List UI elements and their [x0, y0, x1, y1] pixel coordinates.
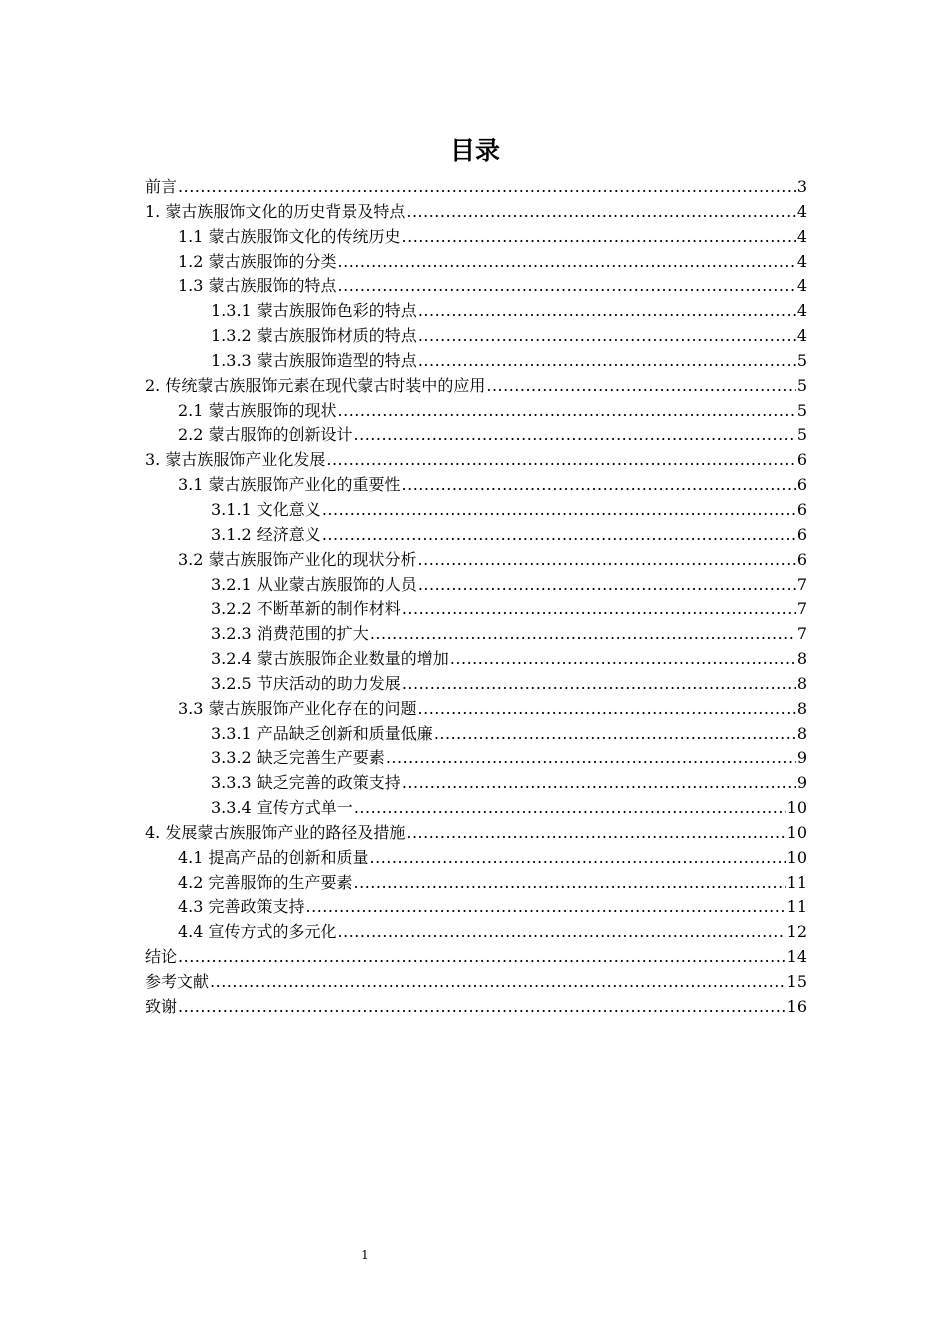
toc-entry-page: 8 [796, 673, 807, 693]
toc-dot-leader [354, 873, 786, 892]
toc-entry[interactable] [145, 472, 807, 497]
toc-dot-leader [354, 798, 786, 817]
toc-entry-page: 14 [786, 947, 807, 967]
toc-dot-leader [306, 897, 786, 916]
toc-entry-page: 5 [796, 400, 807, 420]
toc-entry[interactable] [145, 721, 807, 746]
toc-entry[interactable] [145, 323, 807, 348]
toc-dot-leader [418, 575, 796, 594]
toc-entry[interactable] [145, 596, 807, 621]
toc-entry[interactable] [145, 770, 807, 795]
toc-entry-label: 4.2 完善服饰的生产要素 [178, 872, 353, 892]
toc-dot-leader [406, 823, 785, 842]
toc-entry-page: 6 [796, 475, 807, 495]
toc-entry-page: 4 [796, 251, 807, 271]
toc-entry-page: 10 [786, 798, 807, 818]
toc-entry-page: 9 [796, 773, 807, 793]
toc-entry[interactable] [145, 646, 807, 671]
toc-entry-page: 8 [796, 723, 807, 743]
toc-entry-label: 2. 传统蒙古族服饰元素在现代蒙古时装中的应用 [145, 375, 486, 395]
toc-entry-label: 参考文献 [145, 972, 210, 991]
toc-entry-label: 4. 发展蒙古族服饰产业的路径及措施 [145, 822, 406, 842]
toc-entry[interactable] [145, 944, 807, 969]
toc-dot-leader [402, 674, 796, 693]
toc-entry-label: 1.3.3 蒙古族服饰造型的特点 [211, 350, 417, 370]
toc-entry[interactable] [145, 572, 807, 597]
toc-entry[interactable] [145, 249, 807, 274]
toc-dot-leader [418, 351, 796, 370]
toc-entry-page: 11 [786, 872, 807, 892]
toc-entry-page: 3 [796, 177, 807, 196]
toc-entry-label: 3.3 蒙古族服饰产业化存在的问题 [178, 698, 417, 718]
toc-entry-label: 3. 蒙古族服饰产业化发展 [145, 450, 326, 470]
toc-entry-label: 3.2 蒙古族服饰产业化的现状分析 [178, 549, 417, 569]
toc-entry[interactable] [145, 969, 807, 994]
toc-entry-page: 15 [786, 972, 807, 991]
toc-entry-page: 4 [796, 201, 807, 221]
toc-entry-label: 1.3.1 蒙古族服饰色彩的特点 [211, 301, 417, 321]
toc-entry-page: 4 [796, 301, 807, 321]
toc-dot-leader [406, 202, 795, 221]
toc-dot-leader [178, 177, 796, 196]
toc-entry-page: 10 [786, 822, 807, 842]
toc-entry-label: 3.3.2 缺乏完善生产要素 [211, 748, 385, 768]
toc-entry-page: 5 [796, 425, 807, 445]
toc-entry[interactable] [145, 298, 807, 323]
toc-entry-page: 4 [796, 226, 807, 246]
toc-dot-leader [354, 425, 796, 444]
toc-entry[interactable] [145, 224, 807, 249]
toc-entry-page: 8 [796, 649, 807, 669]
toc-entry[interactable] [145, 447, 807, 472]
toc-entry-page: 5 [796, 375, 807, 395]
toc-entry-label: 1.1 蒙古族服饰文化的传统历史 [178, 226, 401, 246]
toc-entry-label: 1.2 蒙古族服饰的分类 [178, 251, 337, 271]
toc-entry-label: 2.2 蒙古服饰的创新设计 [178, 425, 353, 445]
toc-entry[interactable] [145, 273, 807, 298]
toc-dot-leader [338, 276, 796, 295]
toc-entry-page: 4 [796, 276, 807, 296]
toc-dot-leader [322, 500, 796, 519]
toc-entry-label: 前言 [145, 177, 178, 196]
toc-dot-leader [338, 401, 796, 420]
toc-dot-leader [178, 947, 786, 966]
toc-entry-label: 3.2.1 从业蒙古族服饰的人员 [211, 574, 417, 594]
toc-entry-page: 6 [796, 499, 807, 519]
toc-entry[interactable] [145, 373, 807, 398]
toc-entry-label: 结论 [145, 947, 178, 967]
toc-dot-leader [386, 748, 796, 767]
toc-entry[interactable] [145, 870, 807, 895]
toc-entry-label: 3.3.1 产品缺乏创新和质量低廉 [211, 723, 433, 743]
toc-entry-label: 3.3.3 缺乏完善的政策支持 [211, 773, 401, 793]
toc-entry[interactable] [145, 795, 807, 820]
toc-dot-leader [338, 922, 786, 941]
toc-dot-leader [370, 848, 786, 867]
table-of-contents [145, 174, 807, 1019]
toc-entry-label: 1. 蒙古族服饰文化的历史背景及特点 [145, 201, 406, 221]
toc-dot-leader [178, 997, 786, 1016]
toc-entry-label: 3.1.1 文化意义 [211, 499, 321, 519]
toc-entry[interactable] [145, 919, 807, 944]
toc-dot-leader [402, 599, 796, 618]
toc-entry[interactable] [145, 820, 807, 845]
toc-entry-label: 致谢 [145, 996, 178, 1016]
toc-entry-page: 10 [786, 847, 807, 867]
page-number: 1 [361, 1248, 369, 1262]
toc-entry-label: 4.3 完善政策支持 [178, 897, 305, 917]
toc-dot-leader [486, 376, 795, 395]
toc-entry-page: 4 [796, 326, 807, 346]
toc-entry-label: 4.4 宣传方式的多元化 [178, 922, 337, 942]
toc-entry[interactable] [145, 348, 807, 373]
toc-dot-leader [402, 475, 796, 494]
toc-entry-page: 6 [796, 549, 807, 569]
toc-entry[interactable] [145, 522, 807, 547]
toc-dot-leader [338, 252, 796, 271]
toc-dot-leader [418, 550, 796, 569]
toc-entry-page: 6 [796, 450, 807, 470]
toc-entry-page: 6 [796, 524, 807, 544]
toc-entry-page: 9 [796, 748, 807, 768]
toc-entry[interactable] [145, 398, 807, 423]
toc-entry-page: 12 [786, 922, 807, 942]
toc-entry[interactable] [145, 671, 807, 696]
toc-dot-leader [418, 699, 796, 718]
toc-dot-leader [418, 301, 796, 320]
toc-entry[interactable] [145, 845, 807, 870]
toc-entry-label: 3.2.5 节庆活动的助力发展 [211, 673, 401, 693]
toc-entry-page: 7 [796, 599, 807, 619]
toc-entry-label: 3.3.4 宣传方式单一 [211, 798, 353, 818]
toc-entry-page: 16 [786, 996, 807, 1016]
toc-title: 目录 [449, 136, 500, 165]
toc-entry-page: 7 [796, 624, 807, 644]
toc-entry[interactable] [145, 894, 807, 919]
toc-entry[interactable] [145, 199, 807, 224]
toc-entry-label: 1.3 蒙古族服饰的特点 [178, 276, 337, 296]
toc-entry-label: 3.2.2 不断革新的制作材料 [211, 599, 401, 619]
toc-dot-leader [370, 624, 796, 643]
toc-entry-label: 1.3.2 蒙古族服饰材质的特点 [211, 326, 417, 346]
toc-dot-leader [322, 525, 796, 544]
toc-dot-leader [402, 227, 796, 246]
toc-entry-label: 4.1 提高产品的创新和质量 [178, 847, 369, 867]
toc-entry[interactable] [145, 547, 807, 572]
toc-dot-leader [210, 972, 786, 991]
toc-entry-page: 5 [796, 350, 807, 370]
toc-entry-page: 11 [786, 897, 807, 917]
toc-entry-label: 3.1.2 经济意义 [211, 524, 321, 544]
toc-entry[interactable] [145, 174, 807, 199]
toc-dot-leader [450, 649, 796, 668]
toc-entry[interactable] [145, 621, 807, 646]
toc-entry-label: 3.2.3 消费范围的扩大 [211, 624, 369, 644]
toc-entry-page: 7 [796, 574, 807, 594]
toc-dot-leader [434, 724, 796, 743]
toc-dot-leader [402, 773, 796, 792]
toc-entry[interactable] [145, 497, 807, 522]
toc-entry[interactable] [145, 422, 807, 447]
toc-entry[interactable] [145, 994, 807, 1019]
toc-entry[interactable] [145, 696, 807, 721]
toc-entry[interactable] [145, 745, 807, 770]
toc-entry-label: 3.1 蒙古族服饰产业化的重要性 [178, 475, 401, 495]
toc-entry-label: 2.1 蒙古族服饰的现状 [178, 400, 337, 420]
toc-dot-leader [326, 450, 795, 469]
toc-entry-page: 8 [796, 698, 807, 718]
toc-dot-leader [418, 326, 796, 345]
toc-entry-label: 3.2.4 蒙古族服饰企业数量的增加 [211, 649, 449, 669]
